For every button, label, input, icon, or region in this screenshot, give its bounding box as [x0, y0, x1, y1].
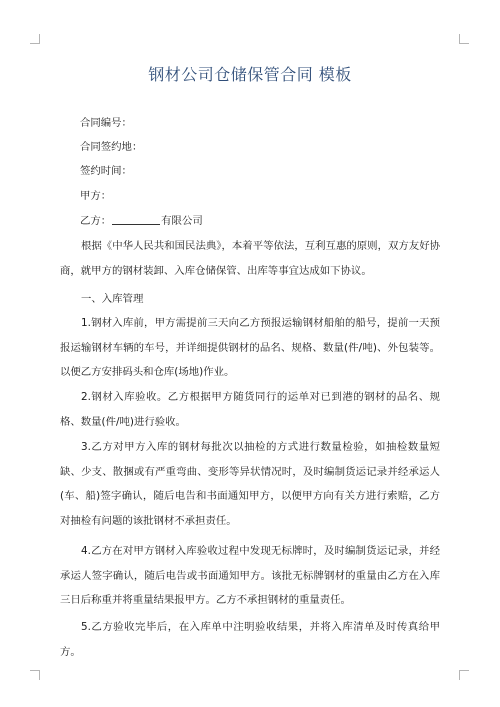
page-corner-mark-bottom-left [30, 670, 40, 680]
clause-2: 2.钢材入库验收。乙方根据甲方随货同行的运单对已到港的钢材的品名、规格、数量(件/吨)进行验收。 [60, 391, 440, 428]
paragraph-preamble: 根据《中华人民共和国民法典》，本着平等依法，互利互惠的原则，双方友好协商，就甲方的钢材装卸、入库仓储保管、出库等事宜达成如下协议。 [60, 240, 440, 277]
field-contract-no: 合同编号： [80, 117, 132, 129]
clause-4: 4.乙方在对甲方钢材入库验收过程中发现无标牌时，及时编制货运记录，并经承运人签字确认，随后电告或书面通知甲方。该批无标牌钢材的重量由乙方在入库三日后称重并将重量结果报甲方。乙方不承担钢材的重量责任。 [60, 545, 440, 606]
party-b-suffix: 有限公司 [161, 215, 203, 227]
party-b-label: 乙方： [80, 215, 112, 227]
clause-1: 1.钢材入库前，甲方需提前三天向乙方预报运输钢材船舶的船号，提前一天预报运输钢材车辆的车号，并详细提供钢材的品名、规格、数量(件/吨)、外包装等。以便乙方安排码头和仓库(场地)作业。 [60, 317, 440, 378]
page-corner-mark-top-right [459, 34, 469, 44]
clause-3: 3.乙方对甲方入库的钢材每批次以抽检的方式进行数量检验，如抽检数量短缺、少支、散捆或有严重弯曲、变形等异状情况时，及时编制货运记录并经承运人(车、船)签字确认，随后电告和书面通知甲方，以便甲方向有关方进行索赔，乙方对抽检有问题的该批钢材不承担责任。 [60, 441, 440, 527]
field-sign-time: 签约时间： [80, 165, 132, 177]
page-corner-mark-bottom-right [459, 670, 469, 680]
section-heading-inbound: 一、入库管理 [81, 293, 144, 305]
document-title: 钢材公司仓储保管合同 模板 [148, 65, 352, 84]
field-party-b [80, 214, 203, 228]
field-party-a: 甲方： [80, 190, 112, 202]
party-b-blank-line [112, 214, 160, 225]
clause-5: 5.乙方验收完毕后，在入库单中注明验收结果，并将入库清单及时传真给甲方。 [60, 621, 440, 658]
page-corner-mark-top-left [30, 34, 40, 44]
field-sign-place: 合同签约地： [80, 141, 143, 153]
